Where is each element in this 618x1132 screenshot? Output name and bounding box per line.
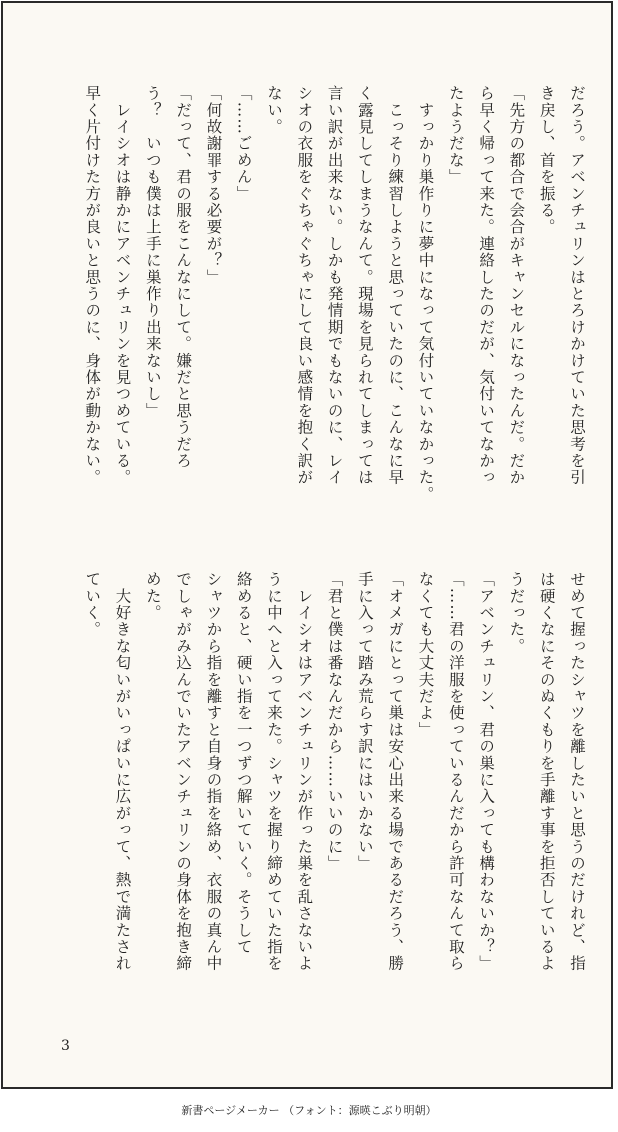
body-text-upper: だろう。アベンチュリンはとろけかけていた思考を引 き戻し、首を振る。 「先方の都合で会合がキャンセルになったんだ。だか ら早く帰って来た。連絡したのだが、気付いてなかっ たようだな」 すっかり巣作りに夢中になって気付いていなかった。 こっそり練習しようと思っていたのに、こんなに早 く露見してしまうなんて。現場を見られてしまっては 言い訳が出来ない。しかも発情期でもないのに、レイ シオの衣服をぐちゃぐちゃにして良い感情を抱く訳が ない。 「……ごめん」 「何故謝罪する必要が？」 「だって、君の服をこんなにして。嫌だと思うだろ う？ いつも僕は上手に巣作り出来ないし」 レイシオは静かにアベンチュリンを見つめている。 早く片付けた方が良いと思うのに、身体が動かない。	[83, 85, 586, 503]
body-text-lower: せめて握ったシャツを離したいと思うのだけれど、指 は硬くなにそのぬくもりを手離す事を拒否しているよ うだった。 「アベンチュリン、君の巣に入っても構わないか？」 「……君の洋服を使っているんだから許可なんて取ら なくても大丈夫だよ」 「オメガにとって巣は安心出来る場であるだろう、勝 手に入って踏み荒らす訳にはいかない」 「君と僕は番なんだから……いいのに」 レイシオはアベンチュリンが作った巣を乱さないよ うに中へと入って来た。シャツを握り締めていた指を 絡めると、硬い指を一つずつ解いていく。そうして シャツから指を離すと自身の指を絡め、衣服の真ん中 でしゃがみ込んでいたアベンチュリンの身体を抱き締 めた。 大好きな匂いがいっぱいに広がって、熱で満たされ ていく。	[83, 571, 586, 972]
page-number: 3	[61, 1038, 70, 1054]
book-page	[1, 1, 613, 1089]
footer-credit: 新書ページメーカー （フォント：源暎こぶり明朝）	[181, 1104, 437, 1117]
